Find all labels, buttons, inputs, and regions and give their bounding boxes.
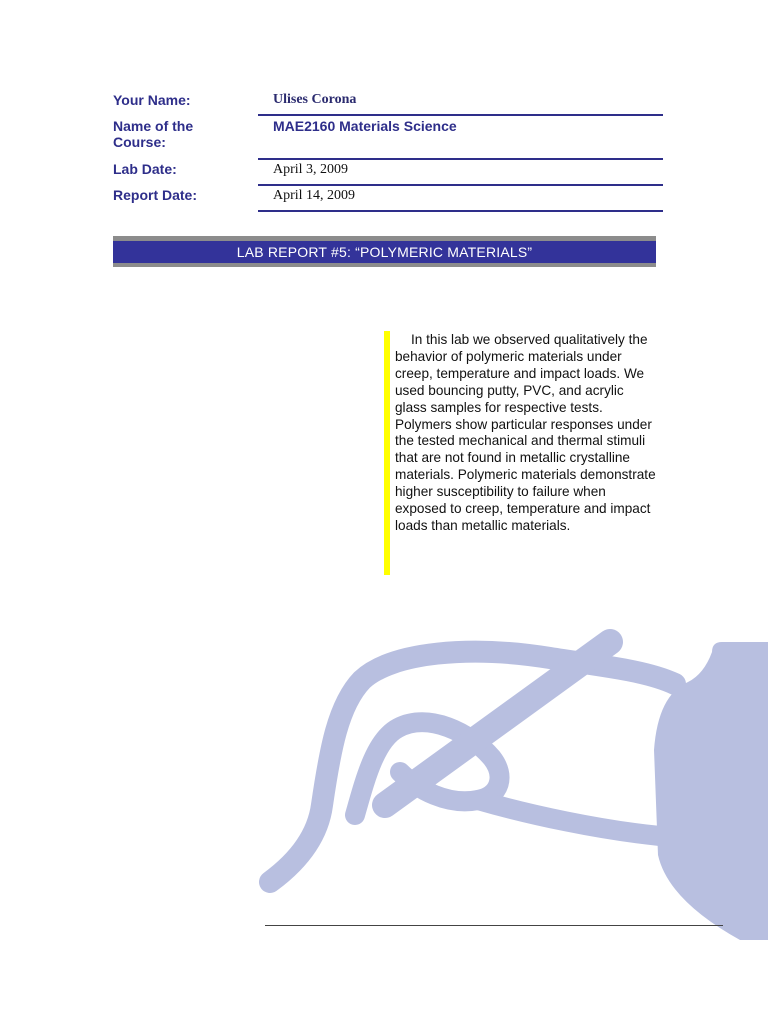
name-divider — [258, 114, 663, 116]
hand-pen-drawing — [270, 642, 675, 882]
report-date-label: Report Date: — [113, 187, 198, 203]
abstract-paragraph: In this lab we observed qualitatively the behavior of polymeric materials under creep, temperature and impact loads. We used bouncing putty, PVC, and acrylic glass samples for respective tests. Polymers show particular responses under the tested mechanical and thermal stimuli that are not found in metallic crystalline materials. Polymeric materials demonstrate higher susceptibility to failure when exposed to creep, temperature and impact loads than metallic materials. — [395, 332, 656, 533]
hand-writing-with-pen-icon — [0, 600, 768, 940]
name-value: Ulises Corona — [273, 92, 357, 107]
footer-rule — [265, 925, 723, 926]
highlight-bar — [384, 331, 390, 575]
report-date-value: April 14, 2009 — [273, 188, 356, 203]
lab-date-divider — [258, 184, 663, 186]
course-divider — [258, 158, 663, 160]
report-date-divider — [258, 210, 663, 212]
lab-date-value: April 3, 2009 — [273, 162, 349, 177]
course-label: Name of the Course: — [113, 118, 194, 150]
report-title: LAB REPORT #5: “POLYMERIC MATERIALS” — [236, 244, 533, 260]
title-banner — [113, 241, 656, 263]
course-value: MAE2160 Materials Science — [273, 118, 457, 134]
lab-date-label: Lab Date: — [113, 161, 177, 177]
name-label: Your Name: — [113, 92, 191, 108]
